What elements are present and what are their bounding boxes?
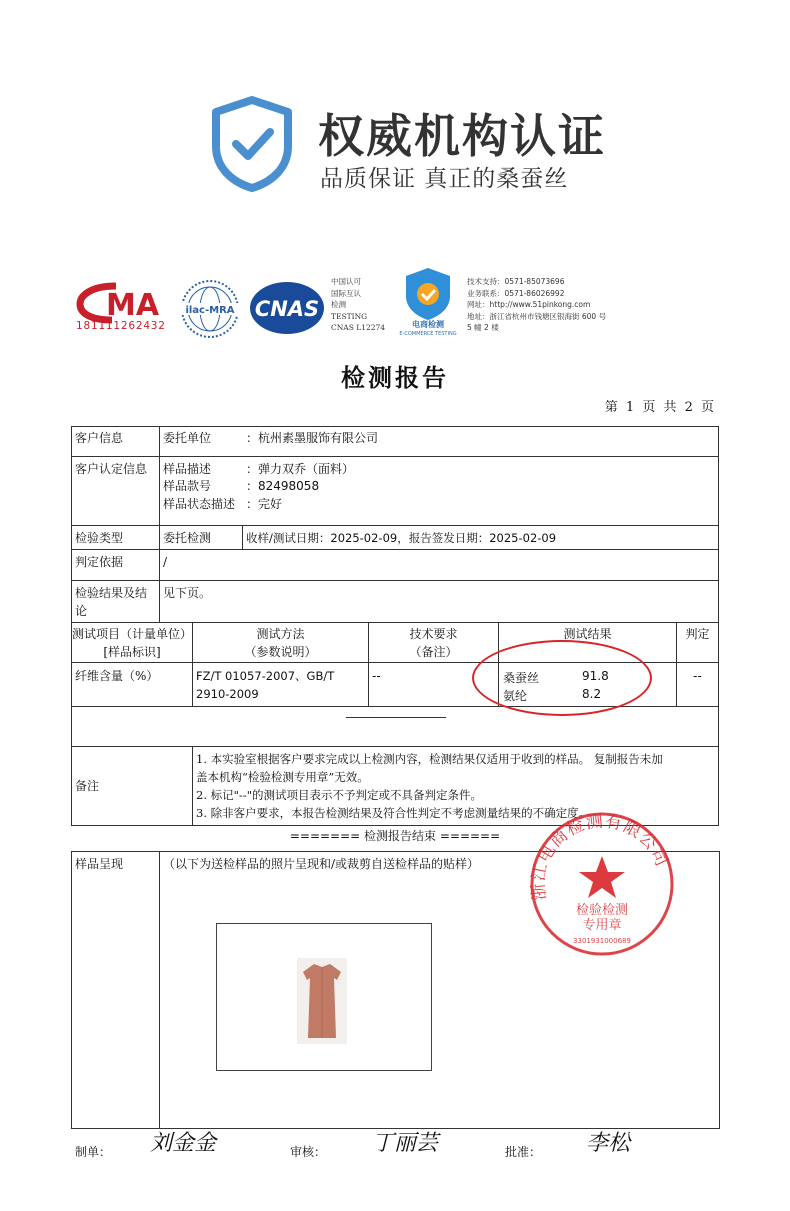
row-judge: -- xyxy=(693,669,702,683)
remark-line: 3. 除非客户要求，本报告检测结果及符合性判定不考虑测量结果的不确定度。 xyxy=(196,806,591,820)
official-stamp xyxy=(528,810,676,958)
row-item: 纤维含量（%） xyxy=(75,669,159,683)
dates-value: 收样/测试日期：2025-02-09，报告签发日期：2025-02-09 xyxy=(246,531,557,545)
table-line xyxy=(71,549,719,550)
approve-label: 批准： xyxy=(505,1145,542,1159)
ilac-text: ilac-MRA xyxy=(185,305,235,316)
table-line xyxy=(159,426,160,622)
banner-subtitle: 品质保证 真正的桑蚕丝 xyxy=(320,166,569,192)
review-signature: 丁丽芸 xyxy=(372,1131,439,1156)
ec-name-en: E-COMMERCE TESTING xyxy=(399,331,457,336)
table-line xyxy=(159,851,160,1128)
sample-state-value: ：完好 xyxy=(246,497,283,511)
result-value: 8.2 xyxy=(582,687,602,701)
cnas-text: CNAS xyxy=(254,297,320,321)
customer-info-label: 客户信息 xyxy=(75,431,124,445)
sample-show-label: 样品呈现 xyxy=(75,857,124,871)
row-requirement: -- xyxy=(372,669,381,683)
row-method-2: 2910-2009 xyxy=(196,687,259,701)
col-item-subheader: [样品标识] xyxy=(103,645,161,659)
conclusion-label-2: 论 xyxy=(75,604,88,618)
maker-signature: 刘金金 xyxy=(150,1131,217,1156)
col-req-subheader: （备注） xyxy=(409,645,458,659)
stamp-number: 3301931000689 xyxy=(573,937,631,945)
result-value: 91.8 xyxy=(582,669,609,683)
ecommerce-testing-logo xyxy=(392,266,464,336)
review-label: 审核： xyxy=(290,1145,327,1159)
blank-separator xyxy=(346,717,446,718)
cnas-info: 中国认可 国际互认 检测 TESTING CNAS L12274 xyxy=(331,277,386,333)
dress-photo xyxy=(297,958,347,1044)
sample-no-label: 样品款号 xyxy=(163,479,212,493)
table-line xyxy=(71,746,719,747)
col-method-subheader: （参数说明） xyxy=(244,645,317,659)
table-line xyxy=(71,426,719,427)
remarks-label: 备注 xyxy=(75,779,100,793)
conclusion-value: 见下页。 xyxy=(163,586,212,600)
table-line xyxy=(71,525,719,526)
cma-number: 181111262432 xyxy=(76,320,166,332)
result-name: 桑蚕丝 xyxy=(503,671,540,685)
result-highlight-oval xyxy=(472,640,652,716)
result-name: 氨纶 xyxy=(503,689,528,703)
remark-line: 1. 本实验室根据客户要求完成以上检测内容，检测结果仅适用于收到的样品。 复制报告未加 xyxy=(196,752,663,766)
sample-show-note: （以下为送检样品的照片呈现和/或裁剪自送检样品的贴样） xyxy=(163,857,480,871)
customer-confirm-label: 客户认定信息 xyxy=(75,462,148,476)
stamp-center-2: 专用章 xyxy=(582,918,622,933)
ilac-mra-logo xyxy=(178,278,242,340)
table-line xyxy=(192,746,193,826)
stamp-ring-text: 浙江电商检测有限公司 xyxy=(528,811,672,902)
inspect-type-value: 委托检测 xyxy=(163,531,212,545)
sample-no-value: ：82498058 xyxy=(246,479,320,493)
col-method-header: 测试方法 xyxy=(256,627,305,641)
col-req-header: 技术要求 xyxy=(409,627,458,641)
basis-value: / xyxy=(163,555,168,569)
approve-signature: 李松 xyxy=(586,1131,631,1156)
table-line xyxy=(242,525,243,549)
stamp-center-1: 检验检测 xyxy=(575,903,629,918)
sample-desc-label: 样品描述 xyxy=(163,462,212,476)
col-judge-header: 判定 xyxy=(685,627,710,641)
conclusion-label: 检验结果及结 xyxy=(75,586,148,600)
client-unit-label: 委托单位 xyxy=(163,431,212,445)
ec-name: 电商检测 xyxy=(412,320,444,329)
table-line xyxy=(71,622,719,623)
page-info: 第 1 页 共 2 页 xyxy=(604,400,716,415)
col-result-header: 测试结果 xyxy=(563,627,612,641)
sample-state-label: 样品状态描述 xyxy=(163,497,236,511)
banner-title: 权威机构认证 xyxy=(318,109,606,163)
sample-desc-value: ：弹力双乔（面料） xyxy=(246,462,355,476)
maker-label: 制单： xyxy=(75,1145,112,1159)
table-line xyxy=(718,426,719,826)
cnas-logo xyxy=(248,280,326,336)
report-title: 检测报告 xyxy=(341,363,449,392)
client-unit-value: ：杭州素墨服饰有限公司 xyxy=(246,431,379,445)
remark-line: 盖本机构“检验检测专用章”无效。 xyxy=(196,770,369,784)
col-item-header: 测试项目（计量单位） xyxy=(71,627,192,641)
inspect-type-label: 检验类型 xyxy=(75,531,124,545)
shield-check-icon xyxy=(210,96,294,192)
row-method: FZ/T 01057-2007、GB/T xyxy=(196,669,335,683)
cma-text: MA xyxy=(106,288,160,323)
contact-info: 技术支持：0571-85073696 业务联系：0571-86026992 网址：http://www.51pinkong.com 地址：浙江省杭州市钱塘区银海街 600 号 5 幢 2 楼 xyxy=(467,277,607,333)
basis-label: 判定依据 xyxy=(75,555,124,569)
remark-line: 2. 标记"--"的测试项目表示不予判定或不具备判定条件。 xyxy=(196,788,482,802)
report-end-marker: ======= 检测报告结束 ====== xyxy=(289,829,501,843)
table-line xyxy=(71,580,719,581)
table-line xyxy=(71,456,719,457)
